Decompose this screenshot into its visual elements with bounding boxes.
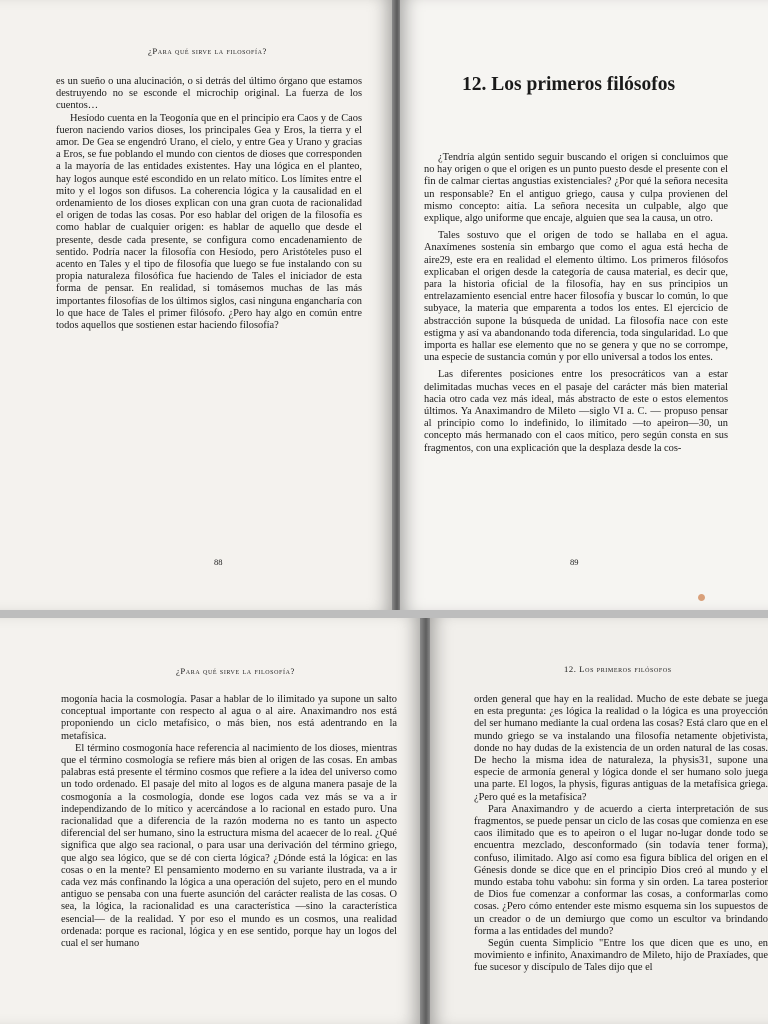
paragraph: orden general que hay en la realidad. Mucho de este debate se juega en esta pregunta: ¿es lógica la realidad o la lógica es una proyección del ser humano mediante la cual ordena las cosas? Está claro que en el mundo griego se va instalando una filosofía netamente objetivista, donde no hay dudas de la existencia de un orden natural de las cosas. De hecho la misma idea de naturaleza, la physis31, supone una especie de armonía general y lógica donde el ser humano solo juega una parte. El logos, la physis, figuras antiguas de la metafísica griega. ¿Pero qué es la metafísica? — [474, 694, 768, 803]
page-91-text — [474, 694, 768, 975]
paragraph: Hesíodo cuenta en la Teogonía que en el principio era Caos y de Caos fueron naciendo varios dioses, los principales Gea y Eros, la tierra y el amor. De Gea se engendró Urano, el cielo, y entre Gea y Urano y gracias a Eros, se fue poblando el mundo con cientos de dioses que corresponden a la mayoría de las entidades existentes. Hay una lógica en el planteo, hay logos aunque esté escondido en un relato mítico. Los límites entre el mito y el logos son difusos. La coherencia lógica y la causalidad en el ordenamiento de los dioses explican con una gran cuota de racionalidad el origen de todas las cosas. Por eso hablar del origen de la filosofía es como hablar de cualquier origen: es hablar de aquello que desde el presente, desde cada presente, se configura como encadenamiento de sentido. Podría nacer la filosofía con Hesíodo, pero Aristóteles puso el acento en Tales y el tipo de filosofía que luego se fue instalando con su propia naturaleza filosófica fue haciendo de Tales el iniciador de esta forma de pensar. En realidad, si tomásemos muchas de las más importantes filosofías de los últimos siglos, casi ninguna engancharía con lo que hace de Tales el primer filósofo. ¿Pero hay algo en común entre todos aquellos que sostienen estar haciendo filosofía? — [56, 112, 362, 332]
page-88-text — [56, 76, 362, 332]
page-90 — [0, 618, 420, 1024]
paragraph: Para Anaximandro y de acuerdo a cierta interpretación de sus fragmentos, se puede pensar un ciclo de las cosas que comienza en ese caos ilimitado que es to apeiron o el lugar no-lugar donde todo se encuentra mezclado, desconformado (sin todavía tener forma), confuso, ilimitado. Algo así como esa figura bíblica del origen en el Génesis donde se dice que en el principio Dios creó al mundo y el mundo estaba tohu vabohu: sin forma y sin orden. La tarea posterior de Dios fue comenzar a conformar las cosas, a conformarlas como cosas. ¿Pero cómo entender este mismo esquema sin los supuestos de un creador o de un demiurgo que como un escultor va brindando forma a las entidades del mundo? — [474, 803, 768, 937]
paragraph: Tales sostuvo que el origen de todo se hallaba en el agua. Anaxímenes sostenía sin embargo que como el agua está hecha de aire29, este era en realidad el elemento último. Los primeros filósofos explicaban el origen desde la categoría de causa material, es decir que, para la historia oficial de la filosofía, hay en sus principios un entrelazamiento esencial entre hacer filosofía y buscar lo común, lo que subyace, la materia que emparenta a todos los entes. El ejercicio de abstracción supone la búsqueda de unidad. La filosofía nace con este estigma y así va abandonando toda diferencia, toda singularidad. Lo que importa es hallar ese elemento que no se genera y que no se corrompe, una especie de sustancia común y por ello universal a todos los entes. — [424, 230, 728, 364]
scan-gap — [0, 610, 768, 618]
running-header: ¿Para qué sirve la filosofía? — [148, 46, 267, 56]
paper-stain — [698, 594, 705, 601]
page-90-text — [61, 694, 397, 950]
page-number: 89 — [570, 557, 579, 567]
running-header: ¿Para qué sirve la filosofía? — [176, 666, 295, 676]
paragraph: mogonía hacia la cosmología. Pasar a hablar de lo ilimitado ya supone un salto conceptual importante con respecto al agua o al aire. Anaximandro nos está proponiendo un ciclo metafísico, o más bien, nos está adentrando en la metafísica. — [61, 694, 397, 742]
paragraph: Las diferentes posiciones entre los presocráticos van a estar delimitadas muchas veces en el pasaje del carácter más bien material hacia otro cada vez más ideal, más abstracto de este o estos elementos últimos. Ya Anaximandro de Mileto —siglo VI a. C. — propuso pensar al principio como lo indefinido, lo ilimitado —to apeiron—30, un concepto más hermanado con el caos mítico, pero según consta en sus fragmentos, con una explicación que la desplaza desde la cos- — [424, 369, 728, 454]
page-number: 88 — [214, 557, 223, 567]
page-91 — [430, 618, 768, 1024]
page-89 — [400, 0, 768, 610]
chapter-title: 12. Los primeros filósofos — [462, 74, 676, 95]
paragraph: es un sueño o una alucinación, o si detrás del último órgano que estamos destruyendo no se esconde el microchip original. La fuerza de los cuentos… — [56, 76, 362, 112]
page-88 — [0, 0, 392, 610]
page-89-text — [424, 152, 728, 455]
paragraph: ¿Tendría algún sentido seguir buscando el origen si concluimos que no hay origen o que el origen es un punto puesto desde el presente con el fin de calmar ciertas angustias existenciales? ¿Por qué la señora necesita un responsable? En el antiguo griego, causa y culpa provienen del mismo concepto: aitía. La señora necesita un culpable, algo que explique, algo uniforme que encaje, alguien que sea la causa, un otro. — [424, 152, 728, 225]
paragraph: Según cuenta Simplicio "Entre los que dicen que es uno, en movimiento e infinito, Anaximandro de Mileto, hijo de Praxíades, que fue sucesor y discípulo de Tales dijo que el — [474, 938, 768, 974]
running-header: 12. Los primeros filósofos — [564, 664, 672, 674]
paragraph: El término cosmogonía hace referencia al nacimiento de los dioses, mientras que el término cosmología se refiere más bien al origen de las cosas. En ambas palabras está presente el término cosmos que refiere a la idea del universo como un todo ordenado. El pasaje del mito al logos es de alguna manera pasaje de la cosmogonía a la cosmología, donde ese logos cada vez más se va a ir independizando de lo mítico y acercándose a lo racional en estado puro. Una racionalidad que a diferencia de la razón moderna no es tanto un aspecto diferencial del ser humano, sino la estructura misma del acaecer de lo real. ¿Qué significa que algo sea racional, o para usar una derivación del término griego, que algo sea lógico, que se dé con cierta lógica? ¿Dónde está la lógica: en las cosas o en la mente? El pensamiento moderno en su variante ilustrada, va a ir cada vez más confinando la lógica a una operación del sujeto, pero en el mundo antiguo se pensaba con una fuerte asunción del carácter realista de las cosas. O sea, la lógica, la racionalidad es una característica —sino la característica esencial— de la realidad. Y por eso el mundo es un cosmos, una realidad ordenada: porque es racional, lógica y en ese sentido, porque hay un logos del cual el ser humano — [61, 742, 397, 950]
